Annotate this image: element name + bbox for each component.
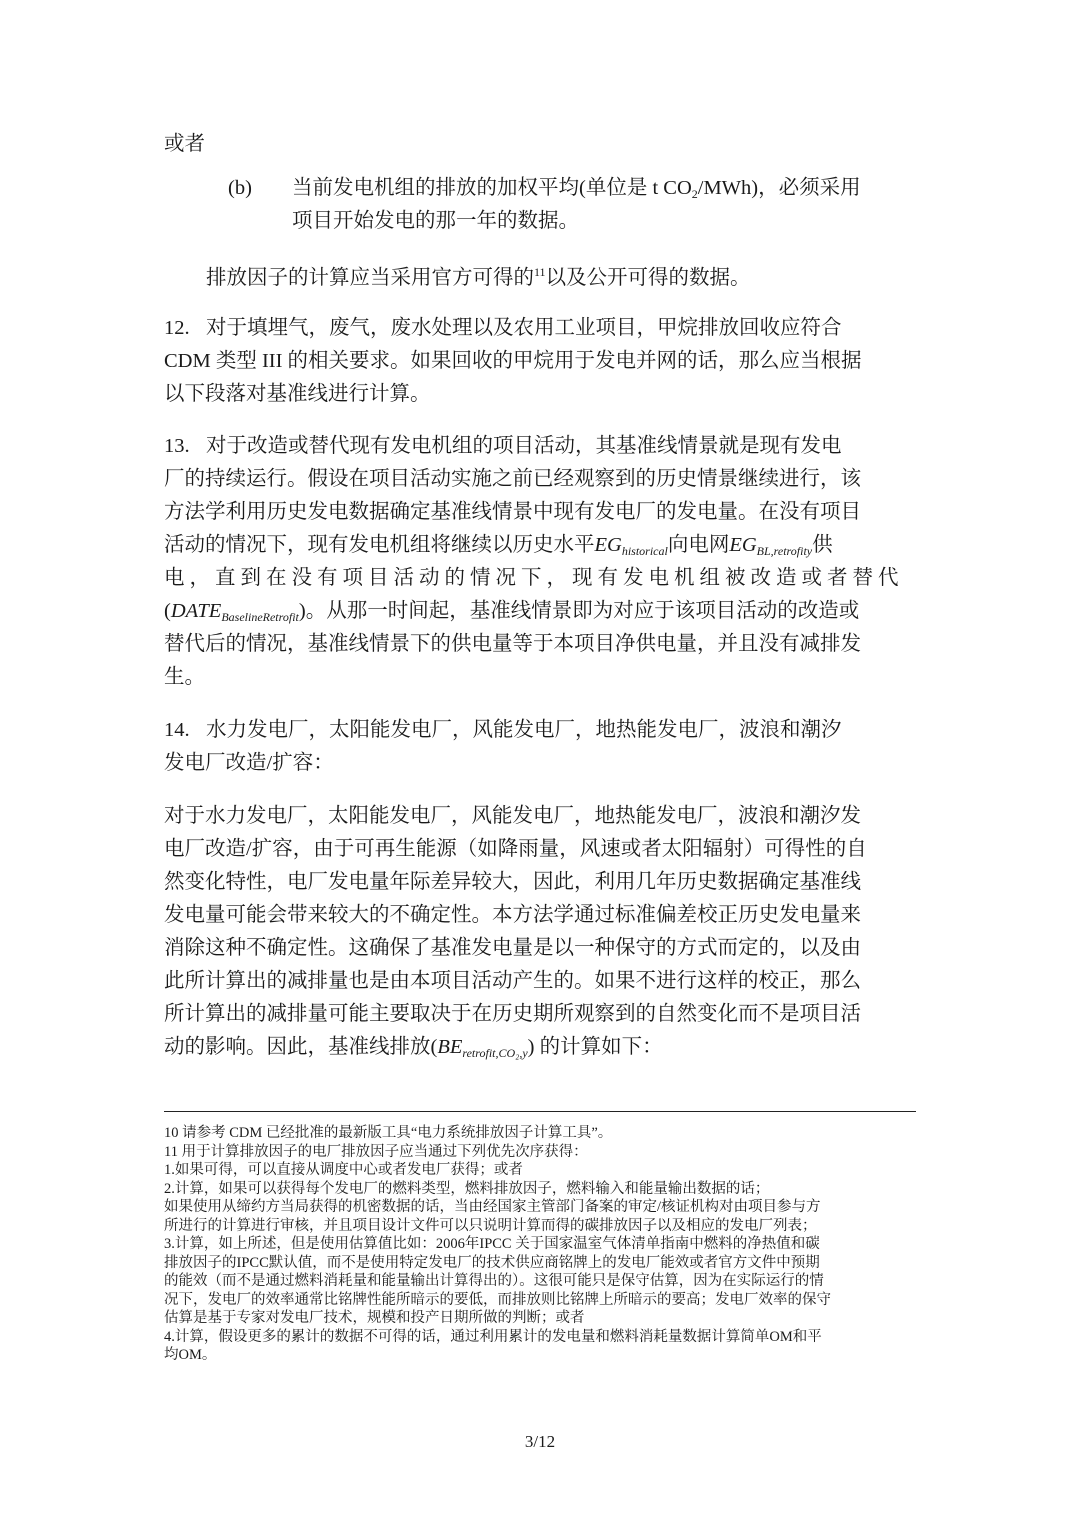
footnote-10: 10 请参考 CDM 已经批准的最新版工具“电力系统排放因子计算工具”。 [164,1125,613,1141]
emission-factor-sentence: 排放因子的计算应当采用官方可得的$^{11}$以及公开可得的数据。 [206,265,751,289]
footnote-11: 11 用于计算排放因子的电厂排放因子应当通过下列优先次序获得： [164,1143,588,1160]
paragraph-14: 14. 水力发电厂，太阳能发电厂，风能发电厂，地热能发电厂，波浪和潮汐 发电厂改造/扩容： [164,719,842,774]
item-b-label: (b) [228,177,252,199]
paragraph-14-body: 对于水力发电厂，太阳能发电厂，风能发电厂，地热能发电厂，波浪和潮汐发 电厂改造/扩容，由于可再生能源（如降雨量，风速或者太阳辐射）可得性的自 然变化特性，电厂发电量年际差异较大，因此，利用几年历史数据确定基准线 发电量可能会带来较大的不确定性。本方法学通过标准偏差校正历史发电量来 消除这种不确定性。这确保了基准发电量是以一种保守的方式而定的，以及由 此所计算出的减排量也是由本项目活动产生的。如果不进行这样的校正，那么 所计算出的减排量可能主要取决于在历史期所观察到的自然变化而不是项目活 动的影响。因此，基准线排放$(BE_{retrofit,CO_2,y})$ 的计算如下： [164,805,867,1060]
item-b: (b) 当前发电机组的排放的加权平均(单位是 t $CO_2/MWh$)，必须采用 项目开始发电的那一年的数据。 [164,172,916,238]
footnotes: 10 请参考 CDM 已经批准的最新版工具“电力系统排放因子计算工具”。 11 用于计算排放因子的电厂排放因子应当通过下列优先次序获得： 1.如果可得，可以直接从调度中心或者发电厂获得；或者 2.计算，如果可以获得每个发电厂的燃料类型，燃料排放因子，燃料输入和能量输出数据的话； 如果使用从缔约方当局获得的机密数据的话，当由经国家主管部门备案的审定/核证机构对由项目参与方 所进行的计算进行审核，并且项目设计文件可以只说明计算而得的碳排放因子以及相应的发电厂列表； 3.计算，如上所述，但是使用估算值比如：2006年IPCC 关于国家温室气体清单指南中燃料的净热值和碳 排放因子的IPCC默认值，而不是使用特定发电厂的技术供应商铭牌上的发电厂能效或者官方文件中预期 的能效（而不是通过燃料消耗量和能量输出计算得出的）。这很可能只是保守估算，因为在实际运行的情 况下，发电厂的效率通常比铭牌性能所暗示的要低，而排放则比铭牌上所暗示的要高；发电厂效率的保守 估算是基于专家对发电厂技术，规模和投产日期所做的判断；或者 4.计算，假设更多的累计的数据不可得的话，通过利用累计的发电量和燃料消耗量数据计算简单OM和平 均OM。 [164,1124,916,1365]
paragraph-13: 13. 对于改造或替代现有发电机组的项目活动，其基准线情景就是现有发电 厂的持续运行。假设在项目活动实施之前已经观察到的历史情景继续进行，该 方法学利用历史发电数据确定基准线情景中现有发电厂的发电量。在没有项目 活动的情况下，现有发电机组将继续以历史水平$EG_{historical}$向电网$EG_{BL,retrofity}$供 电，直到在没有项目活动的情况下，现有发电机组被改造或者替代 $(DATE_{BaselineRetrofit})$。从那一时间起，基准线情景即为对应于该项目活动的改造或 替代后的情况，基准线情景下的供电量等于本项目净供电量，并且没有减排发 生。 [164,435,904,688]
paragraph-12: 12. 对于填埋气，废气，废水处理以及农用工业项目，甲烷排放回收应符合 CDM 类型 III 的相关要求。如果回收的甲烷用于发电并网的话，那么应当根据 以下段落对基准线进行计算。 [164,317,862,405]
footnote-ref-11[interactable]: 11 [534,265,546,279]
page-number: 3/12 [524,1432,556,1451]
or-text: 或者 [164,133,205,155]
footnote-divider [164,1111,916,1112]
